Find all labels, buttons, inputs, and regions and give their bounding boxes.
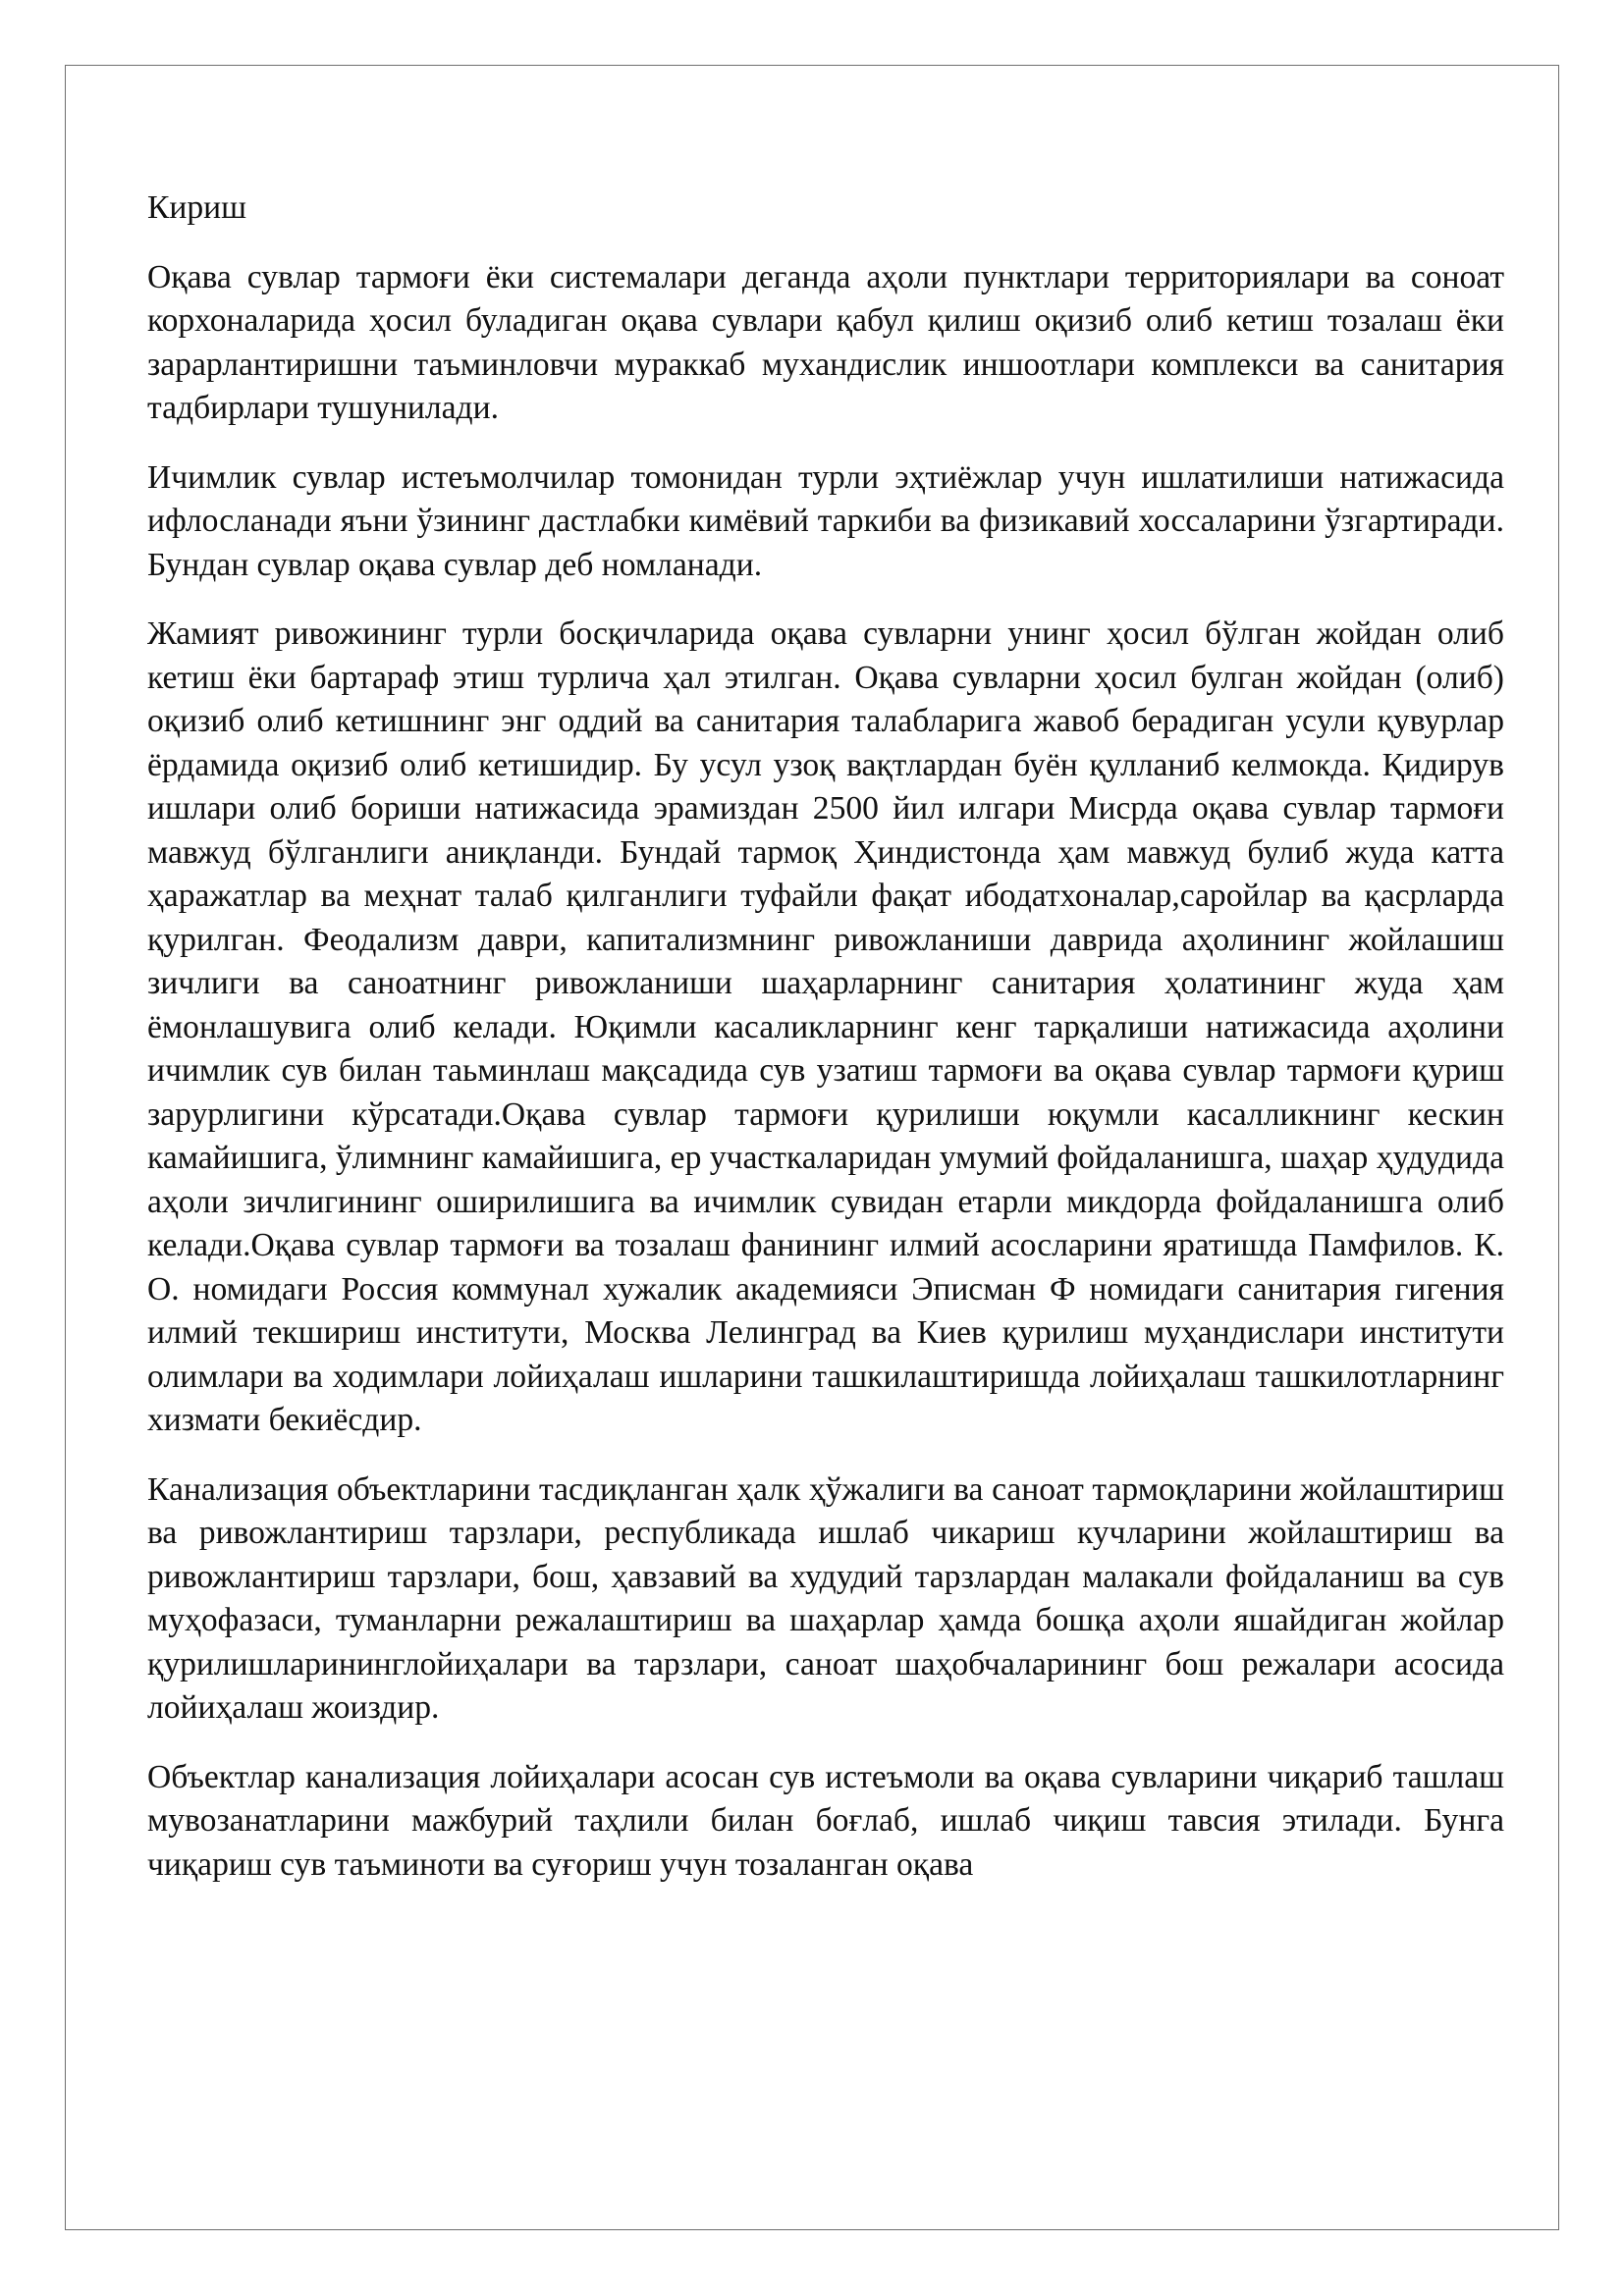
paragraph-1: Оқава сувлар тармоғи ёки системалари деганда аҳоли пунктлари территориялари ва соноат корхоналарида ҳосил буладиган оқава сувлари қабул қилиш оқизиб олиб кетиш тозалаш ёки зарарлантиришни таъминловчи мураккаб мухандислик иншоотлари комплекси ва санитария тадбирлари тушунилади. [147,258,1504,426]
document-body [147,187,1504,1912]
paragraph-4: Канализация объектларини тасдиқланган ҳалк ҳўжалиги ва саноат тармоқларини жойлаштириш ва ривожлантириш тарзлари, республикада ишлаб чикариш кучларини жойлаштириш ва ривожлантириш тарзлари, бош, ҳавзавий ва худудий тарзлардан малакали фойдаланиш ва сув муҳофазаси, туманларни режалаштириш ва шаҳарлар ҳамда бошқа аҳоли яшайдиган жойлар қурилишларининглойиҳалари ва тарзлари, саноат шаҳобчаларининг бош режалари асосида лойиҳалаш жоиздир. [147,1470,1504,1726]
section-heading: Кириш [147,189,246,226]
paragraph-2: Ичимлик сувлар истеъмолчилар томонидан турли эҳтиёжлар учун ишлатилиши натижасида ифлосланади яъни ўзининг дастлабки кимёвий таркиби ва физикавий хоссаларини ўзгартиради. Бундан сувлар оқава сувлар деб номланади. [147,458,1504,583]
paragraph-3: Жамият ривожининг турли босқичларида оқава сувларни унинг ҳосил бўлган жойдан олиб кетиш ёки бартараф этиш турлича ҳал этилган. Оқава сувларни ҳосил булган жойдан (олиб) оқизиб олиб кетишнинг энг оддий ва санитария талабларига жавоб берадиган усули қувурлар ёрдамида оқизиб олиб кетишидир. Бу усул узоқ вақтлардан буён қулланиб келмокда. Қидирув ишлари олиб бориши натижасида эрамиздан 2500 йил илгари Мисрда оқава сувлар тармоғи мавжуд бўлганлиги аниқланди. Бундай тармоқ Ҳиндистонда ҳам мавжуд булиб жуда катта ҳаражатлар ва меҳнат талаб қилганлиги туфайли фақат ибодатхоналар,саройлар ва қасрларда қурилган. Феодализм даври, капитализмнинг ривожланиши даврида аҳолининг жойлашиш зичлиги ва саноатнинг ривожланиши шаҳарларнинг санитария ҳолатининг жуда ҳам ёмонлашувига олиб келади. Юқимли касаликларнинг кенг тарқалиши натижасида аҳолини ичимлик сув билан таьминлаш мақсадида сув узатиш тармоғи ва оқава сувлар тармоғи қуриш зарурлигини кўрсатади.Оқава сувлар тармоғи қурилиши юқумли касалликнинг кескин камайишига, ўлимнинг камайишига, ер участкаларидан умумий фойдаланишга, шаҳар ҳудудида аҳоли зичлигининг оширилишига ва ичимлик сувидан етарли микдорда фойдаланишга олиб келади.Оқава сувлар тармоғи ва тозалаш фанининг илмий асосларини яратишда Памфилов. К. О. номидаги Россия коммунал хужалик академияси Эписман Ф номидаги санитария гигения илмий текшириш институти, Москва Лелинград ва Киев қурилиш муҳандислари институти олимлари ва ходимлари лойиҳалаш ишларини ташкилаштиришда лойиҳалаш ташкилотларнинг хизмати бекиёсдир. [147,615,1504,1438]
paragraph-5: Объектлар канализация лойиҳалари асосан сув истеъмоли ва оқава сувларини чиқариб ташлаш мувозанатларини мажбурий таҳлили билан боғлаб, ишлаб чиқиш тавсия этилади. Бунга чиқариш сув таъминоти ва суғориш учун тозаланган оқава [147,1758,1504,1883]
